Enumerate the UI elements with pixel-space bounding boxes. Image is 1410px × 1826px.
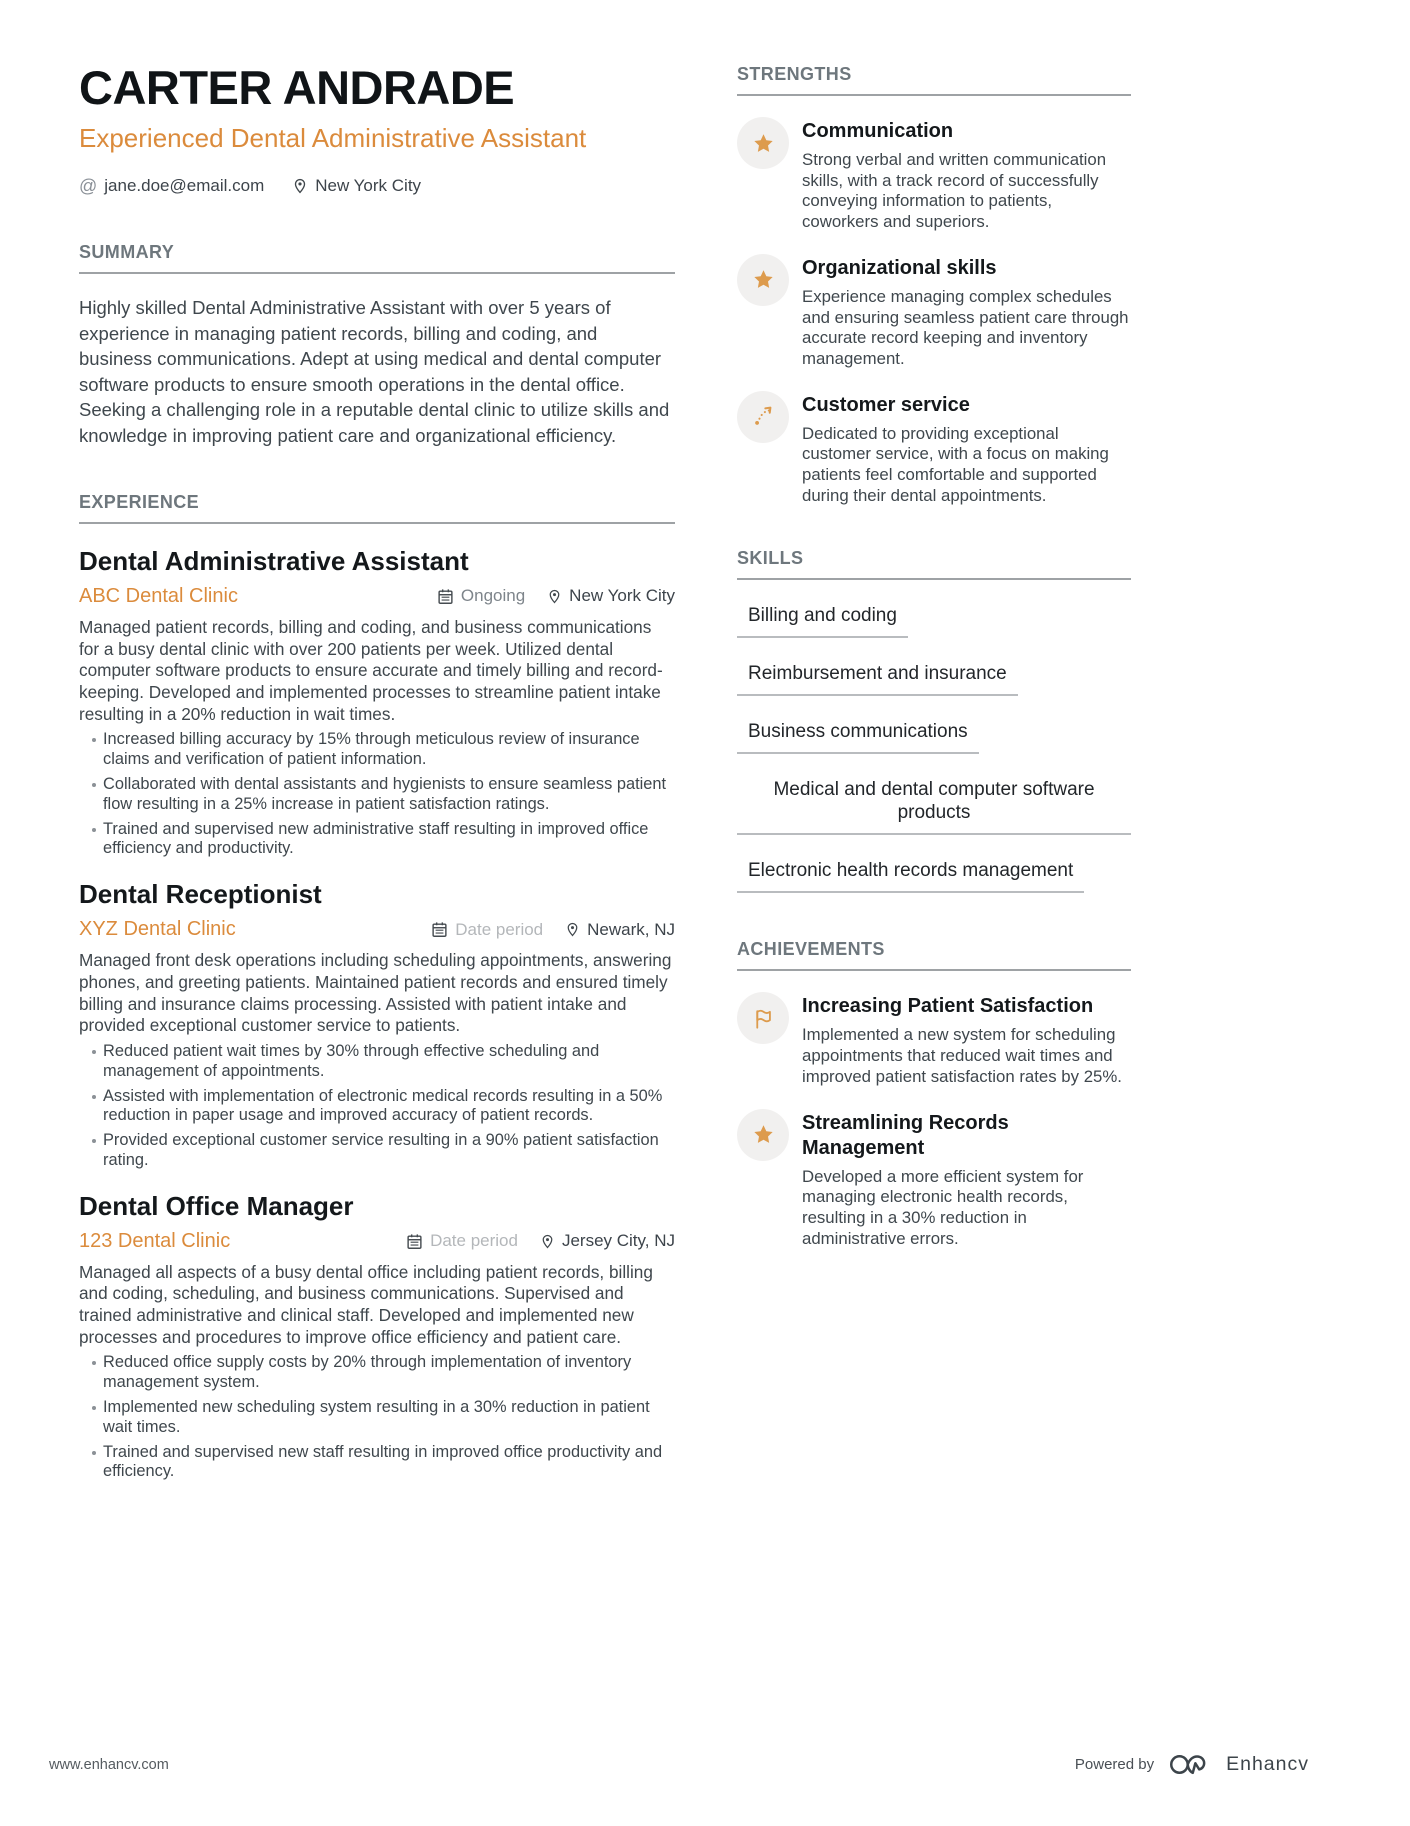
- summary-heading: SUMMARY: [79, 242, 675, 274]
- summary-section: [79, 242, 675, 448]
- achievement-item: [737, 992, 1131, 1087]
- job-description: Managed all aspects of a busy dental office including patient records, billing and coding, scheduling, and business communications. Supervised and trained administrative and clinical staff. Developed and implemented new processes and procedures to improve office efficiency and patient care.: [79, 1261, 653, 1347]
- location-text: New York City: [315, 176, 422, 196]
- skills-section: [737, 548, 1131, 893]
- powered-by-label: Powered by: [1074, 1756, 1155, 1773]
- strength-text: Dedicated to providing exceptional customer service, with a focus on making patients feel comfortable and supported during their dental appointments.: [802, 423, 1109, 505]
- job-location-label: Newark, NJ: [587, 919, 675, 939]
- bullet-item: Reduced patient wait times by 30% through effective scheduling and management of appointments.: [79, 1042, 675, 1082]
- candidate-name: CARTER ANDRADE: [79, 61, 515, 114]
- bullet-item: Implemented new scheduling system resulting in a 30% reduction in patient wait times.: [79, 1398, 675, 1438]
- skill-item: Reimbursement and insurance: [737, 662, 1018, 696]
- strength-body: [802, 391, 1131, 507]
- strengths-heading: STRENGTHS: [737, 64, 1131, 96]
- job-date-label: Date period: [455, 919, 544, 939]
- strength-text: Experience managing complex schedules and ensuring seamless patient care through accurate record keeping and inventory management.: [802, 286, 1129, 368]
- skill-item: Business communications: [737, 720, 979, 754]
- job-location: [547, 586, 675, 606]
- bullet-item: Trained and supervised new administrative staff resulting in improved office efficiency and productivity.: [79, 820, 675, 860]
- calendar-icon: [431, 921, 448, 938]
- job-bullets: [79, 1042, 675, 1171]
- location-item: [292, 176, 421, 196]
- bullet-item: Assisted with implementation of electronic medical records resulting in a 50% reduction in paper usage and improved accuracy of patient records.: [79, 1087, 675, 1127]
- job-bullets: [79, 1353, 675, 1482]
- bullet-item: Increased billing accuracy by 15% through meticulous review of insurance claims and verification of patient information.: [79, 730, 675, 770]
- strength-body: [802, 254, 1131, 370]
- job-company: XYZ Dental Clinic: [79, 918, 236, 941]
- job-title: Dental Office Manager: [79, 1190, 354, 1221]
- achievement-title: Increasing Patient Satisfaction: [802, 995, 1094, 1018]
- job-bullets: [79, 730, 675, 859]
- sidebar-column: [737, 64, 1131, 1482]
- job-description: Managed front desk operations including scheduling appointments, answering phones, and greeting patients. Maintained patient records and ensured timely billing and insurance claims processing. Assisted with patient intake and provided exceptional customer service to patients.: [79, 950, 672, 1036]
- email-text[interactable]: jane.doe@email.com: [104, 176, 265, 196]
- achievement-body: [802, 1109, 1131, 1250]
- achievement-item: [737, 1109, 1131, 1250]
- achievement-body: [802, 992, 1131, 1087]
- job-title: Dental Receptionist: [79, 879, 322, 910]
- calendar-icon: [437, 588, 454, 605]
- job-location: [540, 1231, 675, 1251]
- skill-item: Medical and dental computer software products: [737, 778, 1131, 835]
- email-item: [79, 176, 264, 196]
- enhancv-logo-icon: [1168, 1752, 1212, 1777]
- job-meta-row: [79, 585, 675, 608]
- strength-icon-badge: [737, 117, 789, 169]
- calendar-icon: [406, 1233, 423, 1250]
- summary-text: Highly skilled Dental Administrative Assistant with over 5 years of experience in managing patient records, billing and coding, and business communications. Adept at using medical and dental computer software products to ensure smooth operations in the dental office. Seeking a challenging role in a reputable dental clinic to utilize skills and knowledge in improving patient care and organizational efficiency.: [79, 297, 670, 446]
- achievement-list: [737, 992, 1131, 1249]
- experience-heading: EXPERIENCE: [79, 492, 675, 524]
- bullet-item: Collaborated with dental assistants and hygienists to ensure seamless patient flow resulting in a 25% increase in patient satisfaction ratings.: [79, 775, 675, 815]
- bullet-item: Reduced office supply costs by 20% through implementation of inventory management system.: [79, 1353, 675, 1393]
- skill-list: [737, 604, 1131, 893]
- achievement-text: Implemented a new system for scheduling appointments that reduced wait times and improved patient satisfaction rates by 25%.: [802, 1025, 1122, 1086]
- strength-list: [737, 117, 1131, 506]
- brand-name[interactable]: Enhancv: [1226, 1753, 1309, 1775]
- footer-website[interactable]: www.enhancv.com: [49, 1756, 169, 1773]
- job-list: [79, 547, 675, 1482]
- job-meta-row: [79, 918, 675, 941]
- job: [79, 547, 675, 859]
- job-description: Managed patient records, billing and coding, and business communications for a busy dental clinic with over 200 patients per week. Utilized dental computer software products to ensure accurate and timely billing and record-keeping. Developed and implemented processes to streamline patient intake resulting in a 20% reduction in wait times.: [79, 616, 663, 724]
- achievements-heading: ACHIEVEMENTS: [737, 939, 1131, 971]
- location-pin-icon: [547, 589, 562, 604]
- job-meta-row: [79, 1230, 675, 1253]
- achievement-text: Developed a more efficient system for managing electronic health records, resulting in a 30% reduction in administrative errors.: [802, 1166, 1084, 1248]
- job-location-label: Jersey City, NJ: [561, 1231, 675, 1251]
- contact-row: [79, 176, 675, 196]
- job: [79, 1192, 675, 1482]
- skills-heading: SKILLS: [737, 548, 1131, 580]
- resume-header: [79, 61, 675, 197]
- achievement-icon-badge: [737, 992, 789, 1044]
- skill-item: Electronic health records management: [737, 859, 1084, 893]
- job-meta: [431, 920, 675, 940]
- strength-body: [802, 117, 1131, 233]
- strength-text: Strong verbal and written communication skills, with a track record of successfully conveying information to patients, coworkers and superiors.: [802, 150, 1107, 232]
- strength-title: Organizational skills: [802, 256, 997, 279]
- skill-item: Billing and coding: [737, 604, 908, 638]
- strength-item: [737, 391, 1131, 507]
- bullet-item: Trained and supervised new staff resulting in improved office productivity and efficiency.: [79, 1443, 675, 1483]
- strength-icon-badge: [737, 254, 789, 306]
- at-icon: @: [79, 176, 98, 197]
- strength-icon-badge: [737, 391, 789, 443]
- achievements-section: [737, 939, 1131, 1249]
- job-company: ABC Dental Clinic: [79, 584, 238, 607]
- strength-title: Communication: [802, 120, 954, 142]
- strengths-section: [737, 64, 1131, 506]
- strength-item: [737, 117, 1131, 233]
- achievement-icon-badge: [737, 1109, 789, 1161]
- job-date: [406, 1231, 518, 1251]
- job-date-label: Date period: [430, 1231, 518, 1251]
- location-pin-icon: [565, 922, 580, 937]
- job-location: [565, 920, 675, 940]
- job-company: 123 Dental Clinic: [79, 1229, 231, 1252]
- job-location-label: New York City: [569, 586, 675, 606]
- page-footer: [49, 1752, 1309, 1777]
- job-date-label: Ongoing: [460, 586, 526, 606]
- job-date: [437, 586, 525, 606]
- achievement-title: Streamlining Records Management: [802, 1111, 1009, 1159]
- strength-title: Customer service: [802, 393, 970, 416]
- job-meta: [406, 1231, 675, 1251]
- strength-item: [737, 254, 1131, 370]
- job-meta: [437, 586, 675, 606]
- job-date: [431, 920, 543, 940]
- location-pin-icon: [540, 1234, 555, 1249]
- job: [79, 880, 675, 1170]
- bullet-item: Provided exceptional customer service resulting in a 90% patient satisfaction rating.: [79, 1131, 675, 1171]
- location-pin-icon: [292, 178, 308, 194]
- candidate-headline: Experienced Dental Administrative Assistant: [79, 122, 587, 153]
- job-title: Dental Administrative Assistant: [79, 546, 469, 577]
- powered-by: [1075, 1752, 1309, 1777]
- experience-section: [79, 492, 675, 1482]
- main-column: [79, 61, 675, 1482]
